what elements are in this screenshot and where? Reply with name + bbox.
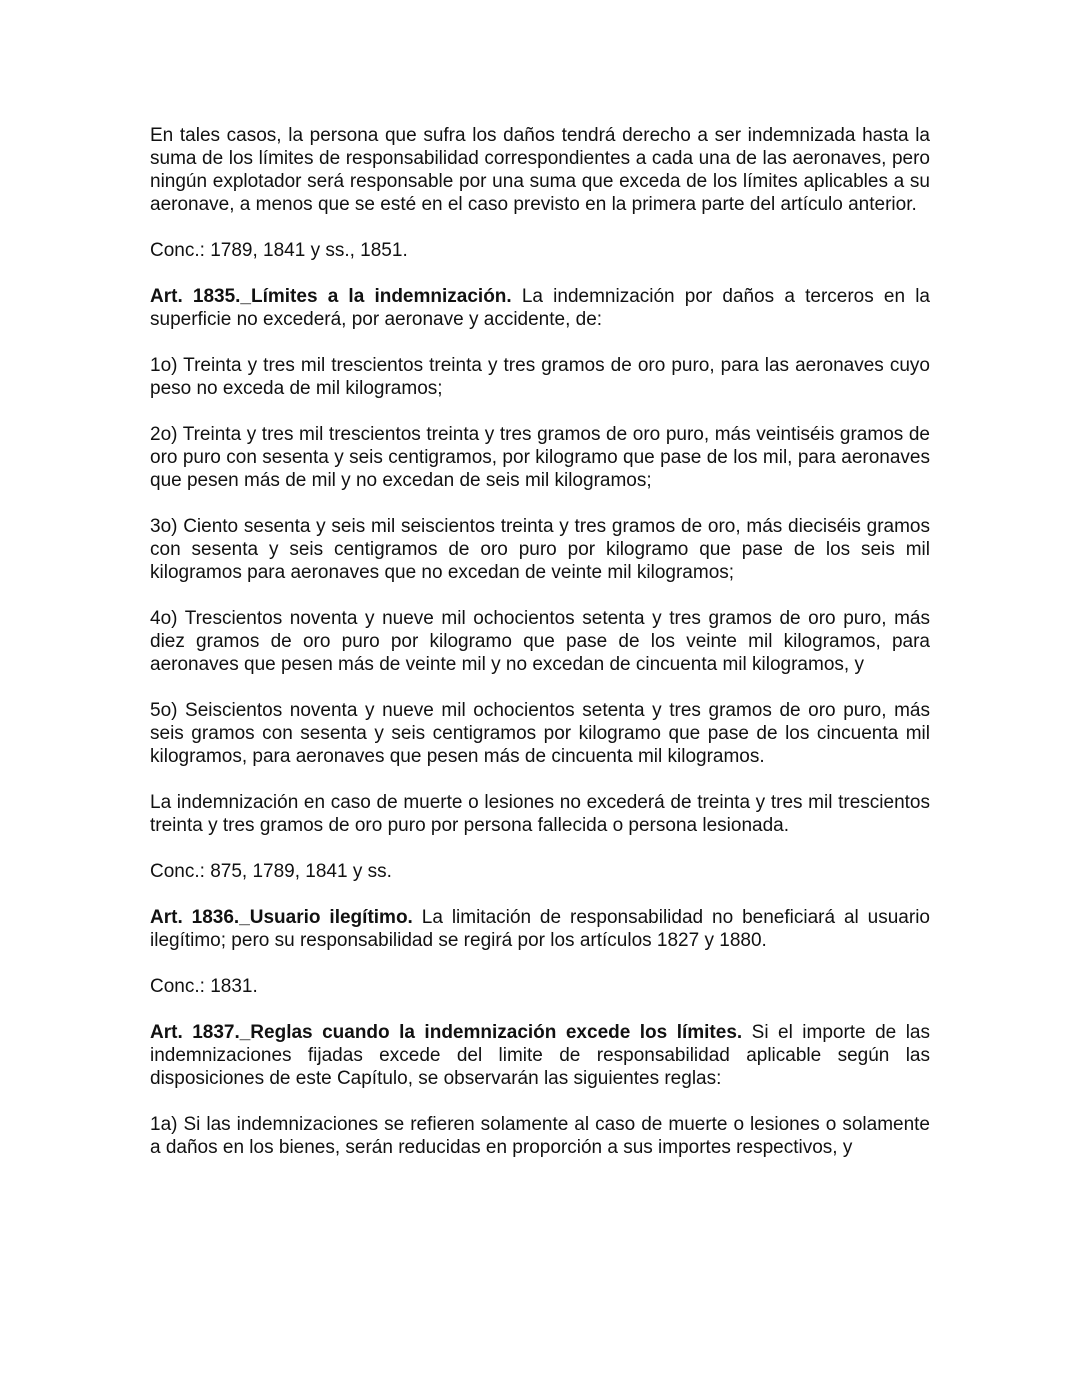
article-heading: Art. 1835._Límites a la indemnización. (150, 286, 512, 307)
item-4o (150, 607, 930, 676)
item-text: 4o) Trescientos noventa y nueve mil ochocientos setenta y tres gramos de oro puro, más diez gramos de oro puro por kilogramo que pase de los veinte mil kilogramos, para aeronaves que pesen más de veinte mil y no excedan de cincuenta mil kilogramos, y (150, 608, 930, 675)
item-5o (150, 699, 930, 768)
item-1o (150, 354, 930, 400)
article-1835 (150, 285, 930, 331)
concordance-text: Conc.: 875, 1789, 1841 y ss. (150, 861, 392, 882)
concordance-1834 (150, 239, 930, 262)
paragraph-continuation (150, 124, 930, 216)
item-text: 5o) Seiscientos noventa y nueve mil ochocientos setenta y tres gramos de oro puro, más seis gramos con sesenta y seis centigramos por kilogramo que pase de los cincuenta mil kilogramos, para aeronaves que pesen más de cincuenta mil kilogramos. (150, 700, 930, 767)
article-1836 (150, 906, 930, 952)
article-text: La limitación de responsabilidad no beneficiará al usuario ilegítimo; pero su responsabilidad se regirá por los artículos 1827 y 1880. (150, 907, 930, 951)
article-text: Si el importe de las indemnizaciones fijadas excede del limite de responsabilidad aplicable según las disposiciones de este Capítulo, se observarán las siguientes reglas: (150, 1022, 930, 1089)
article-heading: Art. 1836._Usuario ilegítimo. (150, 907, 413, 928)
item-1a (150, 1113, 930, 1159)
article-text: La indemnización por daños a terceros en la superficie no excederá, por aeronave y accidente, de: (150, 286, 930, 330)
item-3o (150, 515, 930, 584)
item-text: 1o) Treinta y tres mil trescientos treinta y tres gramos de oro puro, para las aeronaves cuyo peso no exceda de mil kilogramos; (150, 355, 930, 399)
paragraph-text: La indemnización en caso de muerte o lesiones no excederá de treinta y tres mil trescientos treinta y tres gramos de oro puro por persona fallecida o persona lesionada. (150, 792, 930, 836)
paragraph-text: En tales casos, la persona que sufra los daños tendrá derecho a ser indemnizada hasta la suma de los límites de responsabilidad correspondientes a cada una de las aeronaves, pero ningún explotador será responsable por una suma que exceda de los límites aplicables a su aeronave, a menos que se esté en el caso previsto en la primera parte del artículo anterior. (150, 125, 930, 215)
concordance-1835 (150, 860, 930, 883)
concordance-text: Conc.: 1831. (150, 976, 258, 997)
paragraph-death-injury (150, 791, 930, 837)
concordance-text: Conc.: 1789, 1841 y ss., 1851. (150, 240, 408, 261)
concordance-1836 (150, 975, 930, 998)
item-text: 2o) Treinta y tres mil trescientos treinta y tres gramos de oro puro, más veintiséis gramos de oro puro con sesenta y seis centigramos, por kilogramo que pase de los mil, para aeronaves que pesen más de mil y no excedan de seis mil kilogramos; (150, 424, 930, 491)
item-text: 1a) Si las indemnizaciones se refieren solamente al caso de muerte o lesiones o solamente a daños en los bienes, serán reducidas en proporción a sus importes respectivos, y (150, 1114, 930, 1158)
item-2o (150, 423, 930, 492)
article-1837 (150, 1021, 930, 1090)
article-heading: Art. 1837._Reglas cuando la indemnización excede los límites. (150, 1022, 743, 1043)
item-text: 3o) Ciento sesenta y seis mil seiscientos treinta y tres gramos de oro, más dieciséis gramos con sesenta y seis centigramos de oro puro por kilogramo que pase de los seis mil kilogramos para aeronaves que no excedan de veinte mil kilogramos; (150, 516, 930, 583)
document-page (150, 124, 930, 1182)
